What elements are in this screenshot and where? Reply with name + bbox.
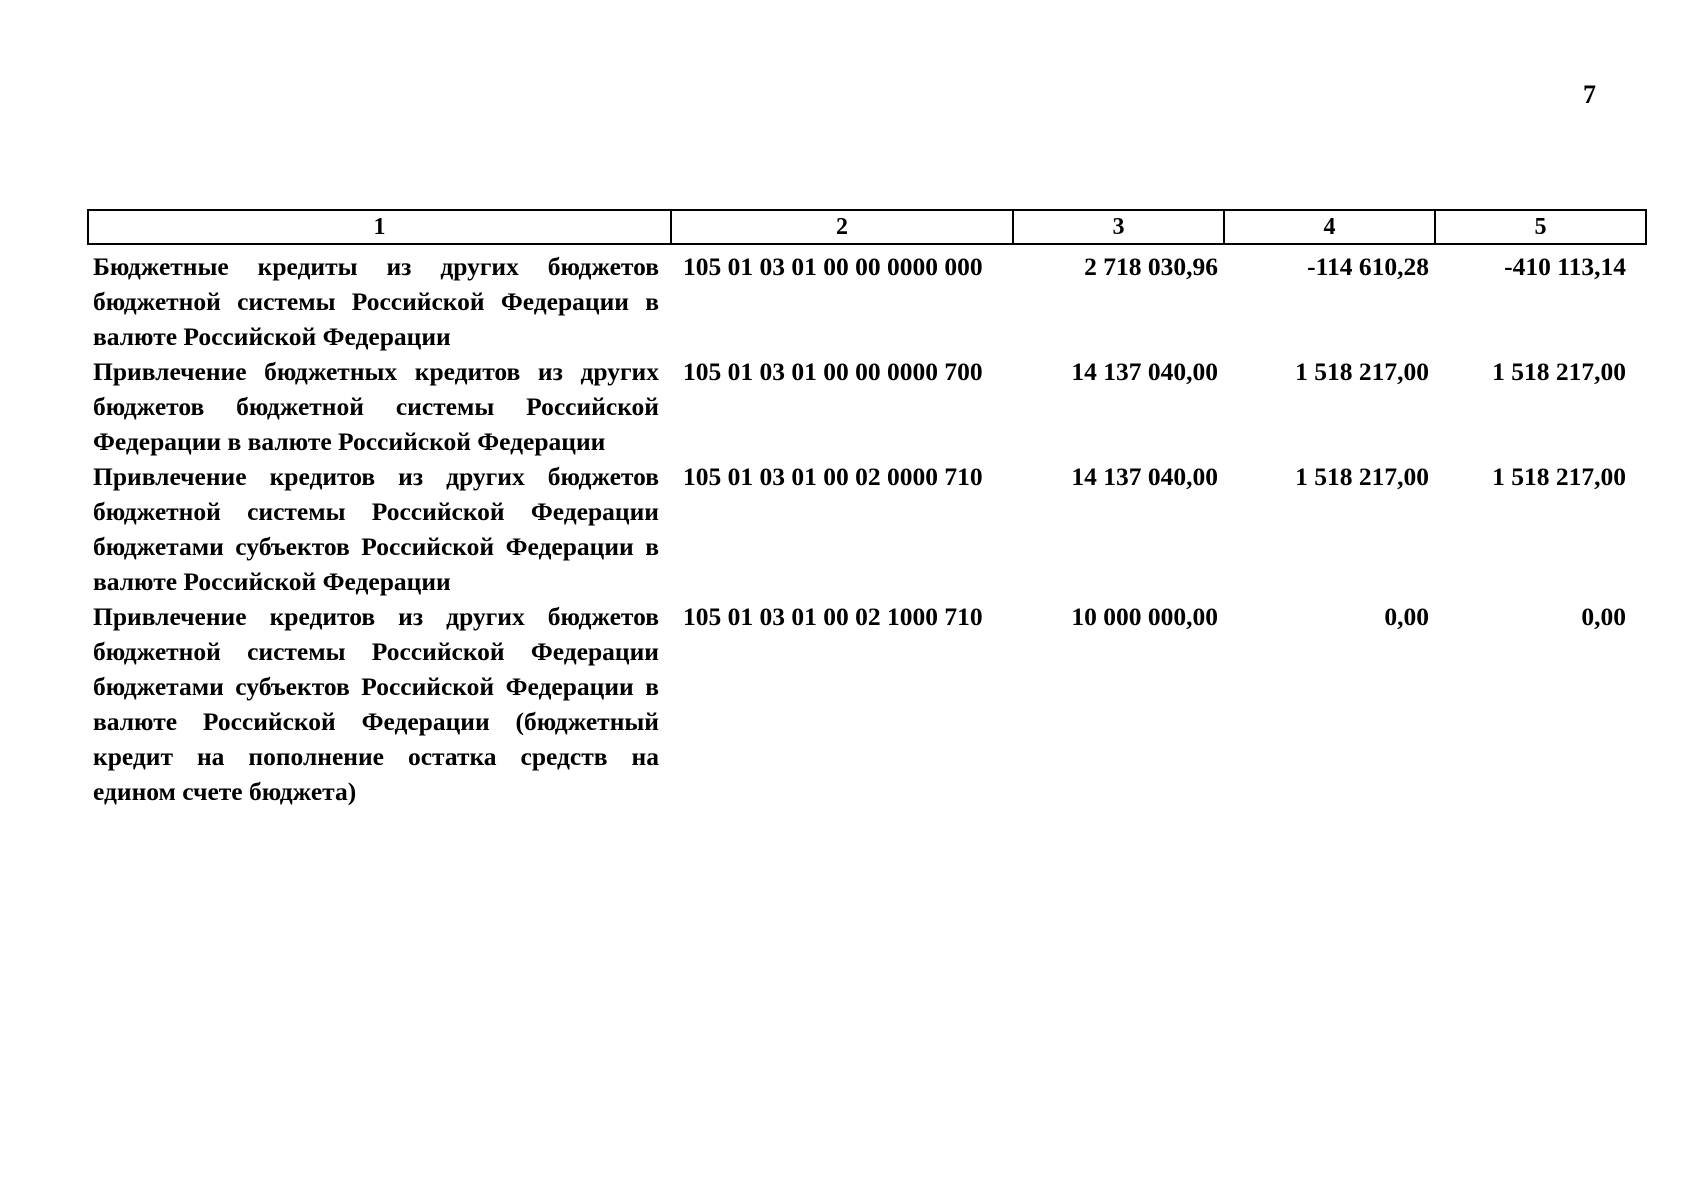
row-value-col3: 14 137 040,00 bbox=[1071, 462, 1218, 491]
column-header-4: 4 bbox=[1224, 210, 1435, 244]
row-name: Бюджетные кредиты из других бюджетов бюджетной системы Российской Федерации в валюте Российской Федерации bbox=[93, 252, 659, 351]
row-value-col5: 0,00 bbox=[1581, 602, 1626, 631]
row-value-col5: 1 518 217,00 bbox=[1492, 462, 1626, 491]
row-code: 105 01 03 01 00 00 0000 000 bbox=[683, 252, 983, 281]
column-header-1: 1 bbox=[88, 210, 671, 244]
row-value-col3: 14 137 040,00 bbox=[1071, 357, 1218, 386]
row-value-col4: 1 518 217,00 bbox=[1295, 462, 1429, 491]
row-code: 105 01 03 01 00 00 0000 700 bbox=[683, 357, 983, 386]
budget-credits-table bbox=[87, 209, 1647, 809]
row-value-col5: 1 518 217,00 bbox=[1492, 357, 1626, 386]
table-header-row bbox=[88, 210, 1646, 244]
table-row bbox=[88, 599, 1646, 809]
row-name: Привлечение кредитов из других бюджетов бюджетной системы Российской Федерации бюджетами субъектов Российской Федерации в валюте Российской Федерации bbox=[93, 462, 659, 596]
row-code: 105 01 03 01 00 02 1000 710 bbox=[683, 602, 983, 631]
row-name: Привлечение бюджетных кредитов из других бюджетов бюджетной системы Российской Федерации в валюте Российской Федерации bbox=[93, 357, 659, 456]
row-value-col3: 2 718 030,96 bbox=[1084, 252, 1218, 281]
table-row bbox=[88, 459, 1646, 599]
column-header-5: 5 bbox=[1435, 210, 1646, 244]
column-header-2: 2 bbox=[671, 210, 1013, 244]
table-row bbox=[88, 354, 1646, 459]
row-code: 105 01 03 01 00 02 0000 710 bbox=[683, 462, 983, 491]
row-value-col3: 10 000 000,00 bbox=[1071, 602, 1218, 631]
page-number: 7 bbox=[1583, 80, 1596, 109]
table-row bbox=[88, 244, 1646, 354]
row-value-col4: -114 610,28 bbox=[1307, 252, 1429, 281]
row-name: Привлечение кредитов из других бюджетов бюджетной системы Российской Федерации бюджетами субъектов Российской Федерации в валюте Российской Федерации (бюджетный кредит на пополнение остатка средств на едином счете бюджета) bbox=[93, 602, 659, 806]
row-value-col5: -410 113,14 bbox=[1504, 252, 1626, 281]
column-header-3: 3 bbox=[1013, 210, 1224, 244]
row-value-col4: 1 518 217,00 bbox=[1295, 357, 1429, 386]
row-value-col4: 0,00 bbox=[1384, 602, 1429, 631]
